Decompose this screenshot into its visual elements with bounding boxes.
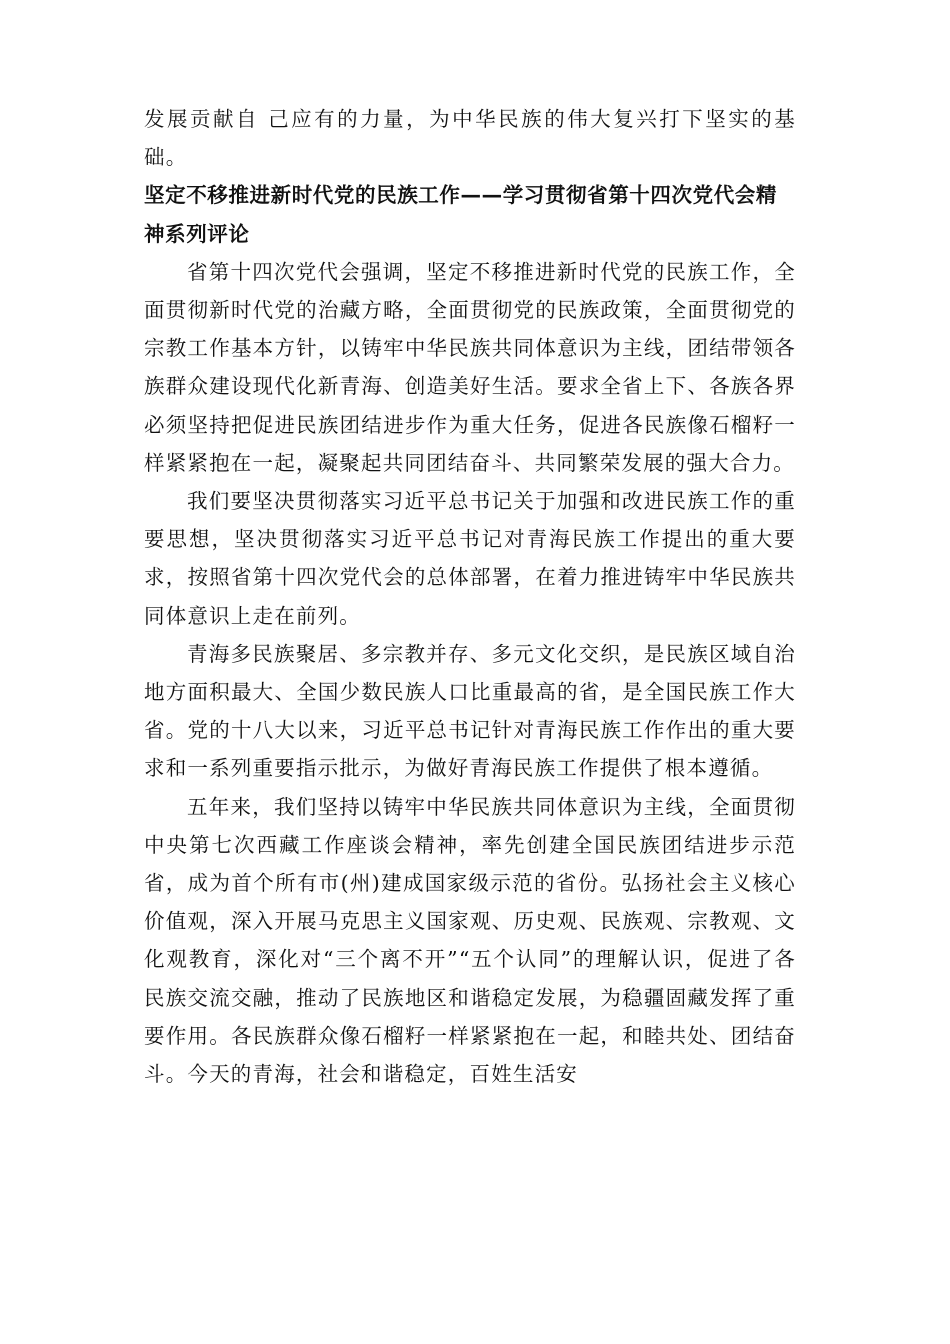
continuation-paragraph: 发展贡献自 己应有的力量，为中华民族的伟大复兴打下坚实的基础。 xyxy=(144,107,796,170)
body-paragraph-4: 五年来，我们坚持以铸牢中华民族共同体意识为主线，全面贯彻中央第七次西藏工作座谈会精神，率先创建全国民族团结进步示范省，成为首个所有市(州)建成国家级示范的省份。弘扬社会主义核心价值观，深入开展马克思主义国家观、历史观、民族观、宗教观、文化观教育，深化对“三个离不开”“五个认同”的理解认识，促进了各民族交流交融，推动了民族地区和谐稳定发展，为稳疆固藏发挥了重要作用。各民族群众像石榴籽一样紧紧抱在一起，和睦共处、团结奋斗。今天的青海，社会和谐稳定，百姓生活安 xyxy=(144,794,796,1087)
body-paragraph-1: 省第十四次党代会强调，坚定不移推进新时代党的民族工作，全面贯彻新时代党的治藏方略，全面贯彻党的民族政策，全面贯彻党的宗教工作基本方针，以铸牢中华民族共同体意识为主线，团结带领各族群众建设现代化新青海、创造美好生活。要求全省上下、各族各界必须坚持把促进民族团结进步作为重大任务，促进各民族像石榴籽一样紧紧抱在一起，凝聚起共同团结奋斗、共同繁荣发展的强大合力。 xyxy=(144,259,796,475)
article-heading: 坚定不移推进新时代党的民族工作——学习贯彻省第十四次党代会精神系列评论 xyxy=(144,183,777,246)
document-body xyxy=(144,100,796,1093)
body-paragraph-3: 青海多民族聚居、多宗教并存、多元文化交织，是民族区域自治地方面积最大、全国少数民族人口比重最高的省，是全国民族工作大省。党的十八大以来，习近平总书记针对青海民族工作作出的重大要求和一系列重要指示批示，为做好青海民族工作提供了根本遵循。 xyxy=(144,641,796,781)
body-paragraph-2: 我们要坚决贯彻落实习近平总书记关于加强和改进民族工作的重要思想，坚决贯彻落实习近平总书记对青海民族工作提出的重大要求，按照省第十四次党代会的总体部署，在着力推进铸牢中华民族共同体意识上走在前列。 xyxy=(144,489,796,628)
